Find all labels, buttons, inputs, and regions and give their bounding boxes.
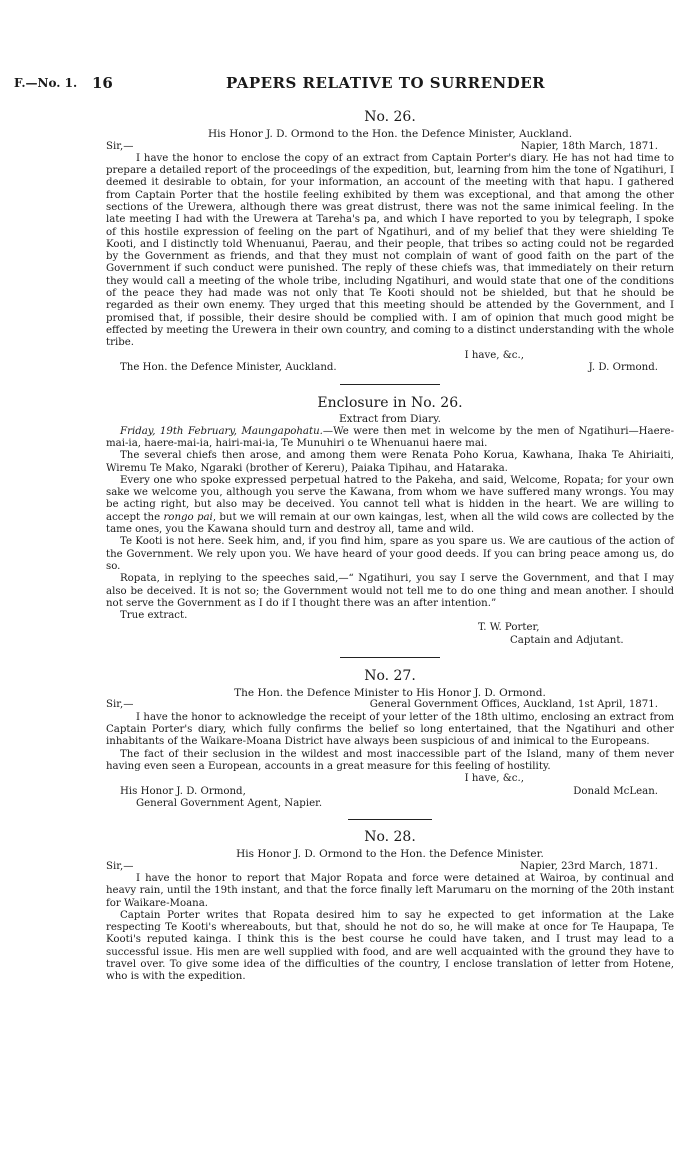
signer-title: Captain and Adjutant. (510, 634, 624, 646)
diary-paragraph: The several chiefs then arose, and among them were Renata Poho Korua, Kawhana, Ihaka Te Ahiriaiti, Wiremu Te Mako, Ngaraki (brother of Kereru), Paiaka Tipihau, and Hataraka. (106, 450, 674, 474)
letter-paragraph: I have the honor to acknowledge the receipt of your letter of the 18th ultimo, enclosing an extract from Captain Porter's diary, which fully confirms the belief so long entertained, that the Ngatihuri and other inhabitants of the Waikare-Moana District have always been suspicious of and inimical to the Europeans. (106, 711, 674, 748)
section-divider (340, 384, 440, 385)
salutation-row (106, 699, 674, 711)
paper-reference: F.—No. 1. (14, 76, 78, 90)
diary-paragraph: Every one who spoke expressed perpetual hatred to the Pakeha, and said, Welcome, Ropata; for your own sake we welcome you, although you serve the Kawana, from whom we have suffered many wrongs. You may be acting right, but also may be deceived. You cannot tell what is hidden in the heart. We are willing to accept the rongo pai, but we will remain at our own kaingas, lest, when all the wild cows are collected by the tame ones, you the Kawana should turn and destroy all, tame and wild. (106, 474, 674, 536)
closing-row (106, 350, 674, 362)
letter-paragraph: I have the honor to enclose the copy of an extract from Captain Porter's diary. He has not had time to prepare a detailed report of the proceedings of the expedition, but, learning from him the tone of Ngatihuri, I deemed it desirable to obtain, for your information, an account of the meeting with that hapu. I gathered from Captain Porter that the hostile feeling exhibited by them was exceptional, and that among the other sections of the Urewera, although there was great distrust, there was not the same inimical feeling. In the late meeting I had with the Urewera at Tareha's pa, and which I have reported to you by telegraph, I spoke of this hostile expression of feeling on the part of Ngatihuri, and of my belief that they were shielding Te Kooti, and I distinctly told Whenuanui, Paerau, and their people, that tribes so acting could not be regarded by the Government as friends, and that they must not complain of want of good faith on the part of the Government if such conduct were punished. The reply of these chiefs was, that immediately on their return they would call a meeting of the whole tribe, including Ngatihuri, and would state that one of the conditions of the peace they had made was not only that Te Kooti should not be shielded, but that he should be regarded as their own enemy. They urged that this meeting should be attended by the Government, and I promised that, if possible, their desire should be complied with. I am of opinion that much good might be effected by meeting the Urewera in their own country, and coming to a distinct understanding with the whole tribe. (106, 152, 674, 349)
salutation: Sir,— (106, 860, 134, 872)
diary-paragraph: Ropata, in replying to the speeches said,—“ Ngatihuri, you say I serve the Government, and that I may also be deceived. It is not so; the Government would not tell me to do one thing and mean another. I should not serve the Government as I do if I thought there was an after intention.” (106, 573, 674, 609)
letter-paragraph: Captain Porter writes that Ropata desired him to say he expected to get information at the Lake respecting Te Kooti's whereabouts, but that, should he not do so, he will make at once for Te Haupapa, Te Kooti's reputed kainga. I think this is the best course he could have taken, and I trust may lead to a successful issue. His men are well supplied with food, and are well acquainted with the ground they have to travel over. To give some idea of the difficulties of the country, I enclose translation of letter from Hotene, who is with the expedition. (106, 909, 674, 983)
salutation: Sir,— (106, 140, 134, 152)
salutation: Sir,— (106, 699, 134, 711)
signature-row (106, 362, 674, 374)
diary-date: Friday, 19th February, Maungapohatu. (120, 425, 323, 437)
addressee: The Hon. the Defence Minister, Auckland. (120, 361, 337, 373)
signer-title-row (106, 635, 674, 647)
true-extract: True extract. (120, 610, 188, 622)
signature: J. D. Ormond. (588, 361, 658, 373)
place-date: Napier, 23rd March, 1871. (520, 860, 658, 872)
salutation-row (106, 141, 674, 153)
letter-number: No. 27. (364, 667, 416, 684)
diary-paragraph: Te Kooti is not here. Seek him, and, if you find him, spare as you spare us. We are cautious of the action of the Government. We rely upon you. We have heard of your good deeds. If you can bring peace among us, do so. (106, 536, 674, 572)
signature-row (106, 786, 674, 798)
letter-28 (106, 828, 674, 983)
page-number: 16 (92, 74, 113, 92)
place-date: General Government Offices, Auckland, 1st April, 1871. (369, 699, 658, 711)
signer: T. W. Porter, (478, 622, 540, 634)
running-title: PAPERS RELATIVE TO SURRENDER (226, 74, 546, 92)
letter-number: No. 28. (364, 829, 416, 846)
true-extract-row (106, 610, 674, 622)
enclosure-subtitle: Extract from Diary. (339, 413, 441, 426)
closing: I have, &c., (464, 773, 524, 785)
addressee-title-row (106, 798, 674, 810)
signature: Donald McLean. (573, 785, 658, 797)
letter-heading: The Hon. the Defence Minister to His Honor J. D. Ormond. (234, 686, 546, 699)
salutation-row (106, 861, 674, 873)
running-header (0, 74, 700, 94)
letter-paragraph: I have the honor to report that Major Ropata and force were detained at Wairoa, by continual and heavy rain, until the 19th instant, and that the force finally left Marumaru on the morning of the 20th instant for Waikare-Moana. (106, 872, 674, 909)
letter-heading: His Honor J. D. Ormond to the Hon. the Defence Minister. (236, 848, 544, 861)
section-divider (348, 819, 432, 820)
signer-row (106, 622, 674, 634)
enclosure-title: Enclosure in No. 26. (317, 395, 463, 412)
addressee: His Honor J. D. Ormond, (120, 785, 246, 797)
letter-heading: His Honor J. D. Ormond to the Hon. the Defence Minister, Auckland. (207, 128, 573, 140)
letter-number: No. 26. (364, 109, 416, 125)
closing: I have, &c., (464, 349, 524, 361)
place-date: Napier, 18th March, 1871. (520, 140, 658, 152)
letter-paragraph: The fact of their seclusion in the wildest and most inaccessible part of the Island, many of them never having even seen a European, accounts in a great measure for this feeling of hostility. (106, 748, 674, 772)
enclosure-26 (106, 394, 674, 647)
letter-26 (106, 108, 674, 374)
section-divider (340, 657, 440, 658)
diary-paragraph: Friday, 19th February, Maungapohatu.—We were then met in welcome by the men of Ngatihuri—Haere-mai-ia, haere-mai-ia, hairi-mai-ia, Te Munuhiri o te Whenuanui haere mai. (106, 425, 675, 449)
document-body (106, 104, 674, 984)
letter-27 (106, 667, 674, 810)
addressee-title: General Government Agent, Napier. (136, 797, 323, 809)
closing-row (106, 773, 674, 785)
